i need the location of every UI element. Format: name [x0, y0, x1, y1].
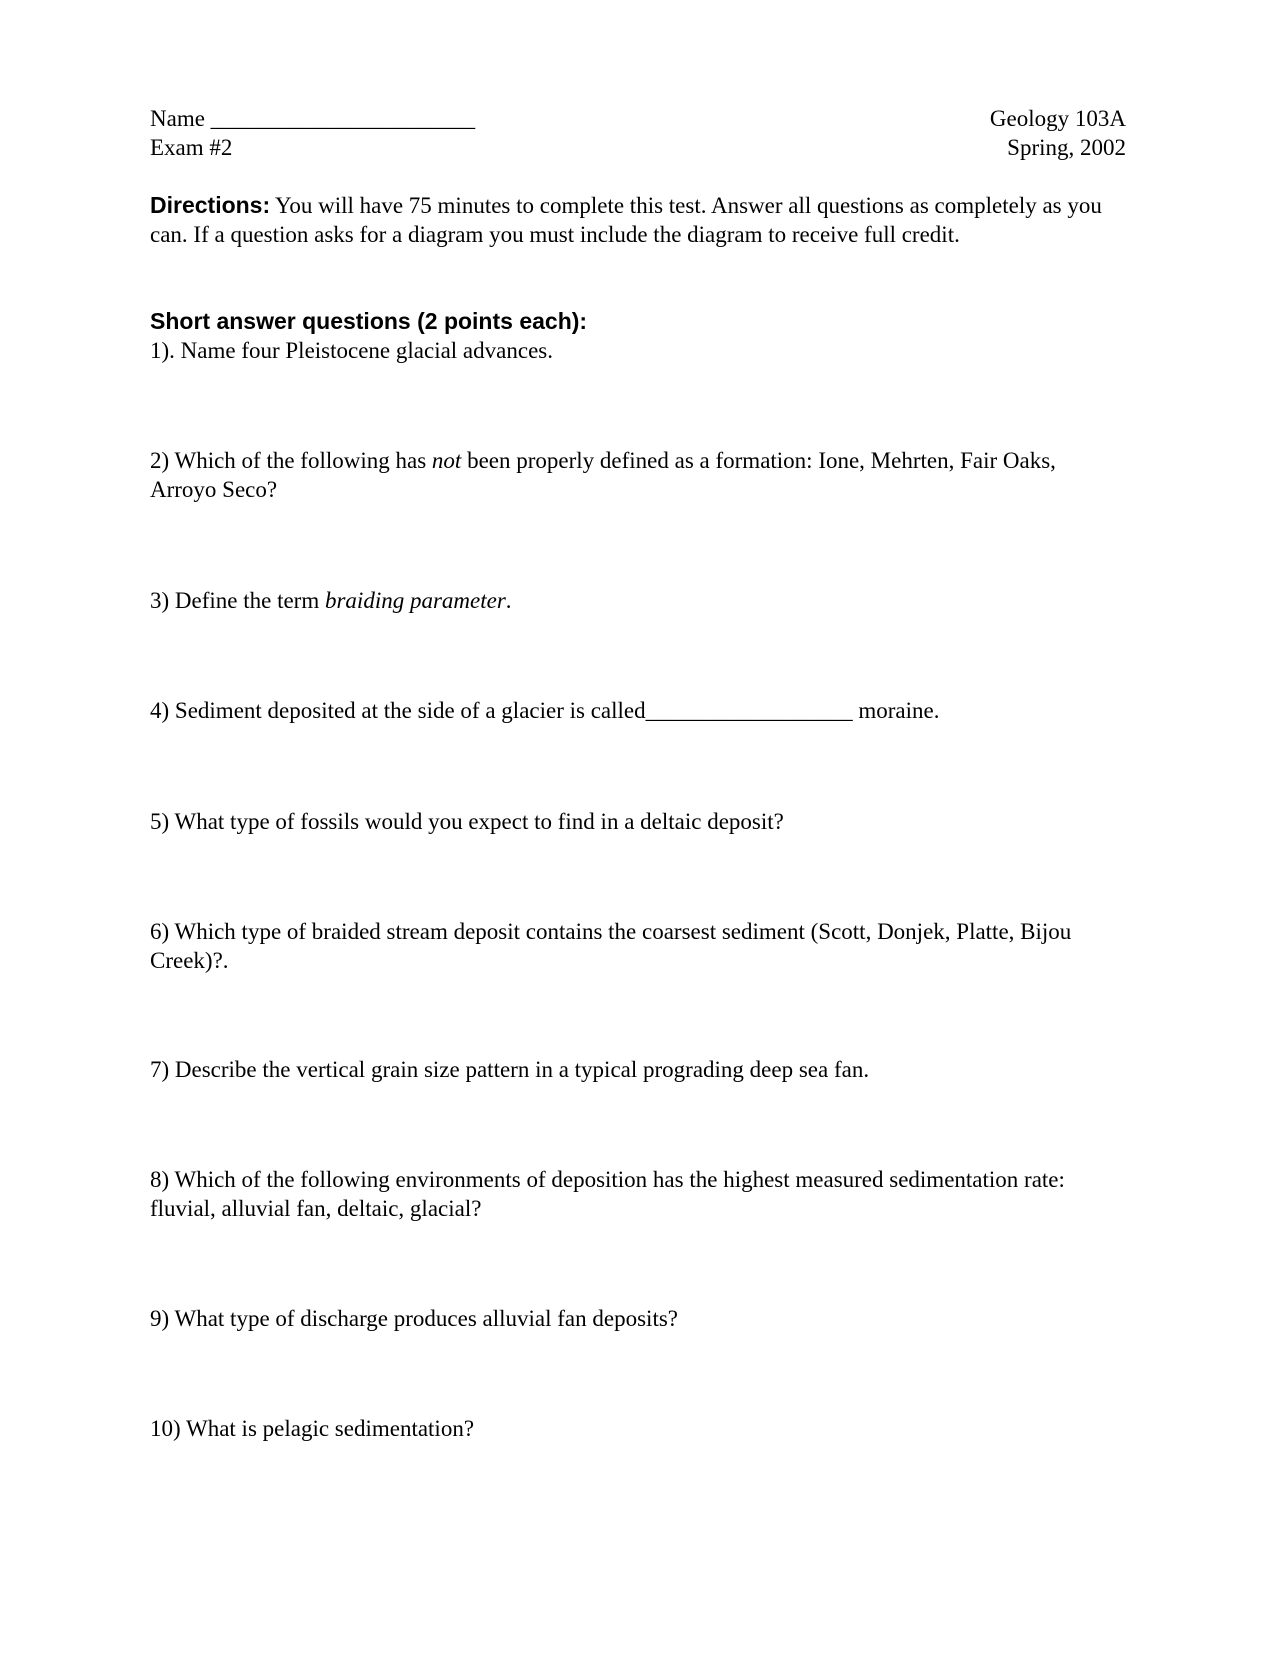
course-title: Geology 103A: [989, 106, 1126, 131]
question-2-text-end: been properly defined as a formation: Ione, Mehrten, Fair Oaks, Arroyo Seco?: [150, 448, 1056, 502]
question-2: [150, 446, 1126, 504]
question-4: 4) Sediment deposited at the side of a glacier is called__________________ moraine.: [150, 698, 940, 723]
section-title: Short answer questions (2 points each):: [150, 308, 588, 334]
exam-number: Exam #2: [150, 135, 233, 160]
header-row-1: [150, 104, 1126, 133]
term-label: Spring, 2002: [1007, 135, 1126, 160]
question-1: 1). Name four Pleistocene glacial advances.: [150, 338, 553, 363]
question-10: 10) What is pelagic sedimentation?: [150, 1416, 475, 1441]
question-5: 5) What type of fossils would you expect to find in a deltaic deposit?: [150, 809, 784, 834]
directions-paragraph: [150, 191, 1126, 249]
name-field-label: Name _______________________: [150, 106, 476, 131]
question-3-text-start: 3) Define the term: [150, 588, 325, 613]
exam-page: [150, 0, 1126, 1656]
question-8: 8) Which of the following environments of deposition has the highest measured sedimentation rate: fluvial, alluvial fan, deltaic, glacial?: [150, 1167, 1065, 1221]
directions-label: Directions:: [150, 192, 271, 218]
header-row-2: [150, 133, 1126, 162]
question-3-text-end: .: [505, 588, 512, 613]
question-2-emphasis: not: [431, 448, 462, 473]
question-9: 9) What type of discharge produces alluvial fan deposits?: [150, 1306, 678, 1331]
question-7: 7) Describe the vertical grain size pattern in a typical prograding deep sea fan.: [150, 1057, 870, 1082]
question-6: 6) Which type of braided stream deposit contains the coarsest sediment (Scott, Donjek, Platte, Bijou Creek)?.: [150, 919, 1072, 973]
directions-text: You will have 75 minutes to complete this test. Answer all questions as completely as you can. If a question asks for a diagram you must include the diagram to receive full credit.: [150, 193, 1102, 247]
question-2-text-start: 2) Which of the following has: [150, 448, 432, 473]
question-3-emphasis: braiding parameter: [324, 588, 506, 613]
question-3: [150, 586, 1126, 615]
